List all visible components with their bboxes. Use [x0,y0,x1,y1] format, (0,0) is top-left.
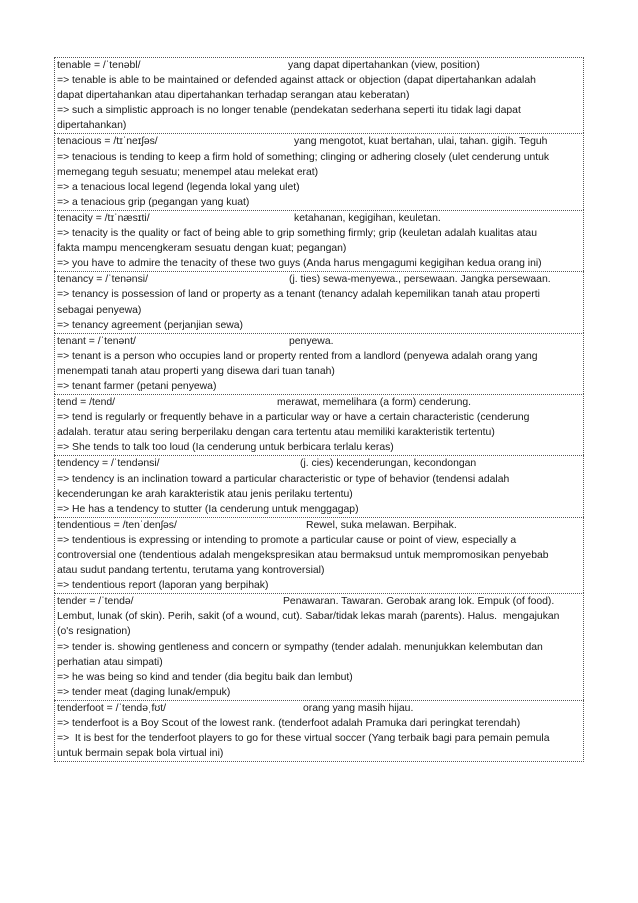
entry-line: => tenacity is the quality or fact of being able to grip something firmly; grip (keuletan adalah kualitas atau [57,228,537,240]
entry-line: => tendentious report (laporan yang berpihak) [57,580,269,592]
entry-line: perhatian atau simpati) [57,656,163,668]
entry-word: tenable = /ˈtenəbl/ [57,60,141,71]
entry-line: adalah. teratur atau sering berperilaku dengan cara tertentu atau memiliki karakteristik tertentu) [57,427,495,439]
entry-line: => you have to admire the tenacity of these two guys (Anda harus mengagumi kegigihan kedua orang ini) [57,258,542,270]
entry-word: tenacity = /tɪˈnæsɪti/ [57,212,150,224]
entry-headline [57,272,581,287]
entry-line: (o's resignation) [57,626,131,638]
entry-line: => He has a tendency to stutter (Ia cenderung untuk menggagap) [57,503,359,515]
entry-headline [57,395,581,410]
entry-meaning: Rewel, suka melawan. Berpihak. [306,519,457,531]
entry-word: tenant = /ˈtenənt/ [57,335,136,347]
dictionary-entry [54,593,584,700]
entry-word: tendency = /ˈtendənsi/ [57,458,160,470]
entry-line: => tenable is able to be maintained or defended against attack or objection (dapat dipertahankan adalah [57,75,536,87]
entry-headline [57,334,581,349]
entry-headline [57,211,581,226]
entry-meaning: (j. cies) kecenderungan, kecondongan [300,458,477,470]
entry-meaning: Penawaran. Tawaran. Gerobak arang lok. Empuk (of food). [283,596,555,608]
entry-line: kecenderungan ke arah karakteristik atau jenis perilaku tertentu) [57,488,353,500]
entry-word: tender = /ˈtendə/ [57,596,134,608]
entry-headline [57,701,581,716]
entry-headline [57,58,581,73]
entry-line: untuk bermain sepak bola virtual ini) [57,748,224,760]
entry-line: => tender meat (daging lunak/empuk) [57,686,231,698]
entry-line: => a tenacious local legend (legenda lokal yang ulet) [57,181,300,193]
entry-line: => tenant farmer (petani penyewa) [57,380,217,392]
entry-line: => tend is regularly or frequently behave in a particular way or have a certain characteristic (cenderung [57,412,530,424]
entry-line: controversial one (tendentious adalah mengekspresikan atau bermaksud untuk mempromosikan penyebab [57,550,549,561]
entry-meaning: ketahanan, kegigihan, keuletan. [294,212,441,224]
entry-line: => tender is. showing gentleness and concern or sympathy (tender adalah. menunjukkan kelembutan dan [57,641,543,653]
entry-line: => tenant is a person who occupies land or property rented from a landlord (penyewa adalah orang yang [57,350,538,362]
dictionary-entry [54,133,584,209]
entry-meaning: yang dapat dipertahankan (view, position) [288,60,480,71]
entry-word: tenacious = /tɪˈneɪʃəs/ [57,136,158,148]
entry-line: => he was being so kind and tender (dia begitu baik dan lembut) [57,671,353,683]
entry-word: tendentious = /tenˈdenʃəs/ [57,519,177,531]
dictionary-entry [54,333,584,394]
entry-line: => She tends to talk too loud (Ia cenderung untuk berbicara terlalu keras) [57,442,394,454]
dictionary-entry [54,517,584,593]
entry-line: menempati tanah atau properti yang disewa dari tuan tanah) [57,365,335,377]
entry-meaning: yang mengotot, kuat bertahan, ulai, tahan. gigih. Teguh [294,136,548,148]
dictionary-entry [54,271,584,332]
entry-line: => tendentious is expressing or intending to promote a particular cause or point of view, especially a [57,534,517,546]
entry-line: => It is best for the tenderfoot players to go for these virtual soccer (Yang terbaik bagi para pemain pemula [57,733,550,745]
entry-line: dipertahankan) [57,120,127,132]
entry-line: fakta mampu mencengkeram sesuatu dengan kuat; pegangan) [57,243,347,255]
entry-word: tenancy = /ˈtenənsi/ [57,274,148,286]
entry-line: => tenacious is tending to keep a firm hold of something; clinging or adhering closely (ulet cenderung untuk [57,151,550,163]
entry-line: sebagai penyewa) [57,304,142,316]
vocabulary-sheet [54,57,584,762]
entry-meaning: penyewa. [289,335,334,347]
entry-meaning: orang yang masih hijau. [303,702,414,714]
dictionary-entry [54,394,584,455]
entry-line: memegang teguh sesuatu; menempel atau melekat erat) [57,166,319,178]
entry-meaning: (j. ties) sewa-menyewa., persewaan. Jangka persewaan. [289,274,551,286]
entry-meaning: merawat, memelihara (a form) cenderung. [277,397,472,409]
dictionary-entry [54,455,584,516]
entry-line: => a tenacious grip (pegangan yang kuat) [57,196,250,208]
entry-word: tend = /tend/ [57,397,116,409]
entry-line: atau sudut pandang tertentu, terutama yang kontroversial) [57,565,325,577]
entry-line: => tenancy agreement (perjanjian sewa) [57,319,243,331]
entry-line: => tenderfoot is a Boy Scout of the lowest rank. (tenderfoot adalah Pramuka dari peringkat terendah) [57,718,521,730]
entry-headline [57,594,581,609]
entry-word: tenderfoot = /ˈtendəˌfʊt/ [57,702,167,714]
entry-headline [57,456,581,471]
dictionary-entry [54,210,584,271]
dictionary-entry [54,57,584,133]
entry-line: dapat dipertahankan atau dipertahankan terhadap serangan atau keberatan) [57,90,410,102]
entry-line: Lembut, lunak (of skin). Perih, sakit (of a wound, cut). Sabar/tidak lekas marah (parents). Halus. mengajukan [57,611,560,623]
entry-headline [57,518,581,533]
entry-line: => such a simplistic approach is no longer tenable (pendekatan sederhana seperti itu tidak lagi dapat [57,105,521,117]
entry-headline [57,134,581,149]
entry-line: => tendency is an inclination toward a particular characteristic or type of behavior (tendensi adalah [57,473,510,485]
entry-line: => tenancy is possession of land or property as a tenant (tenancy adalah kepemilikan tanah atau properti [57,289,540,301]
dictionary-entry [54,700,584,762]
